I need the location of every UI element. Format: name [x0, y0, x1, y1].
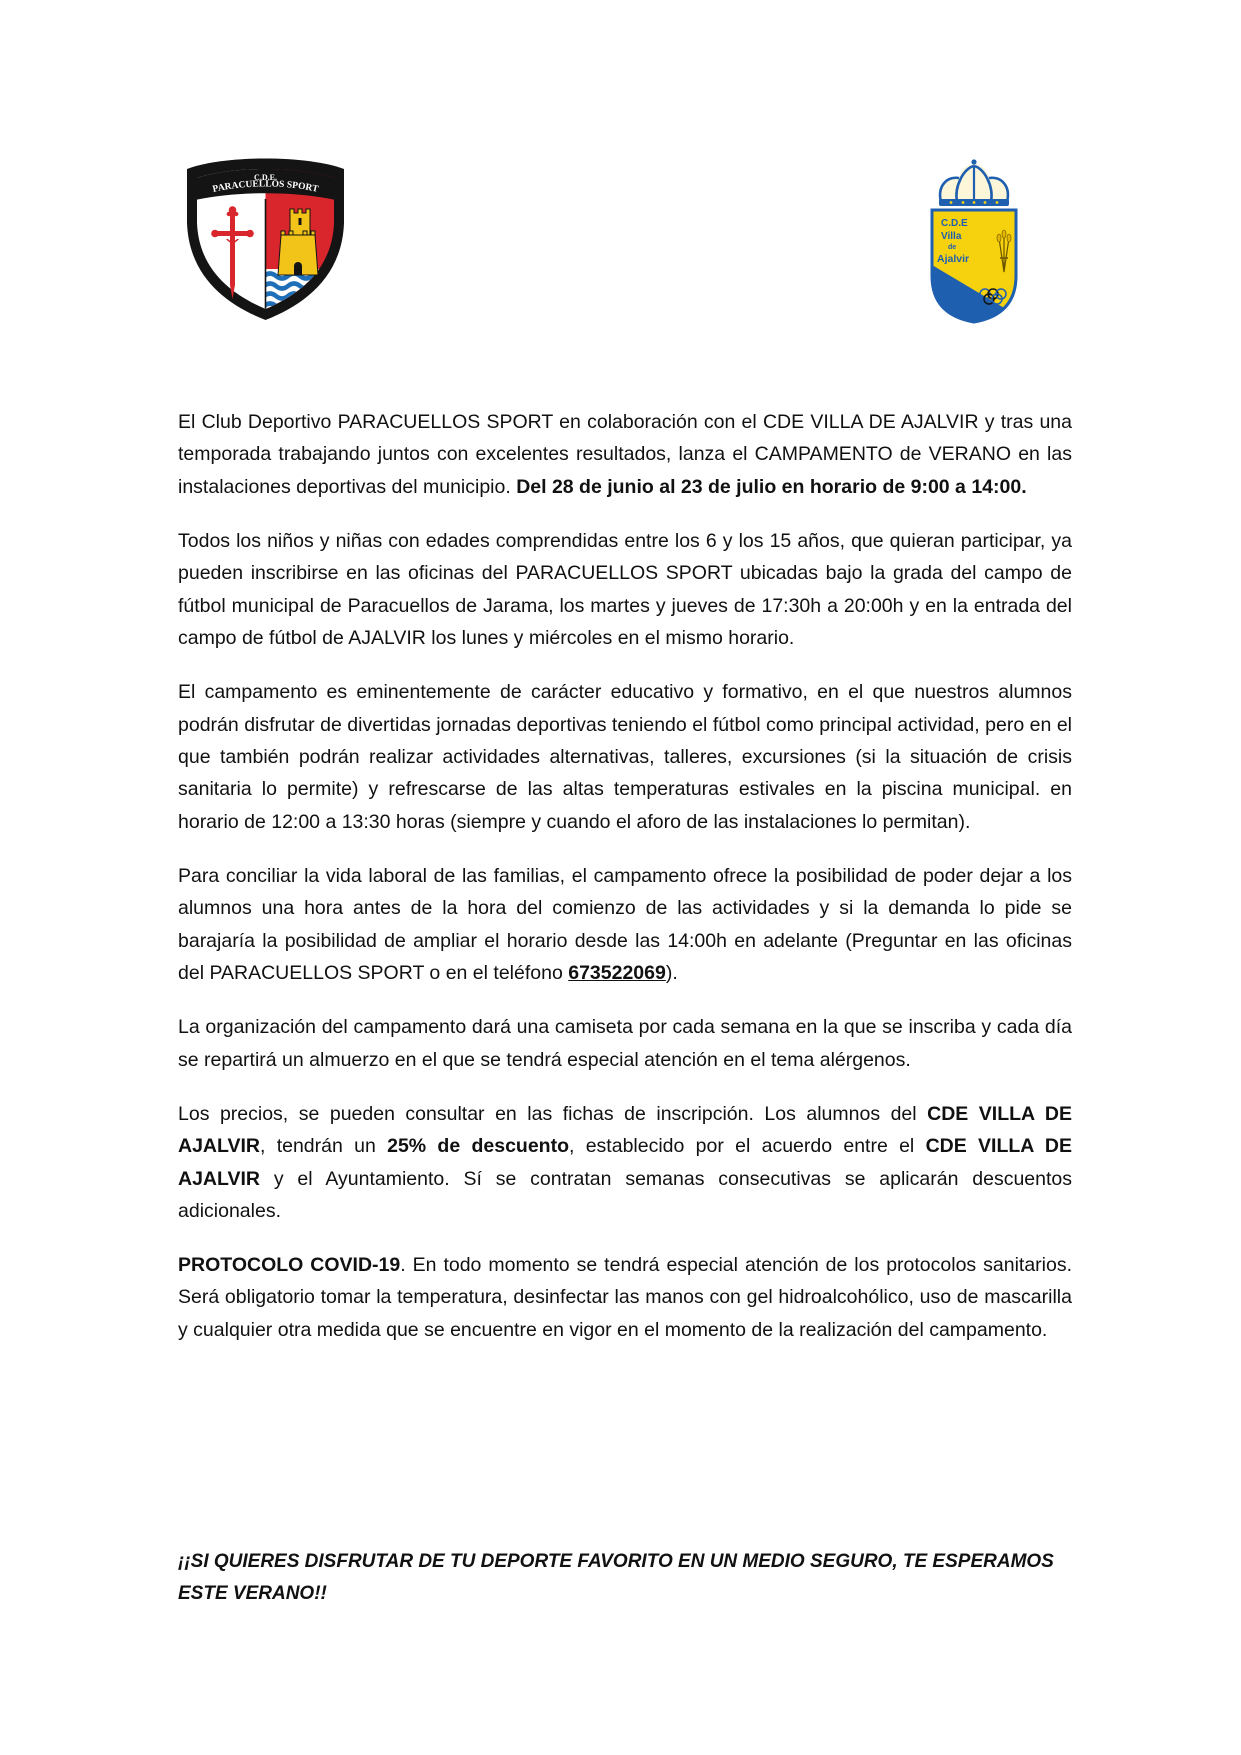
prices-discount: 25% de descuento [387, 1135, 569, 1158]
paragraph-schedule [178, 860, 1072, 990]
prices-text-2: , tendrán un [259, 1135, 388, 1158]
crest-abbreviation: C.D.E [941, 218, 968, 229]
schedule-text: Para conciliar la vida laboral de las familias, el campamento ofrece la posibilidad de poder dejar a los alumnos una hora antes de la hora del comienzo de las actividades y si la demanda lo pide se barajaría la posibilidad de ampliar el horario desde las 14:00h en adelante (Preguntar en las oficinas del PARACUELLOS SPORT o en el teléfono [178, 864, 1072, 985]
prices-text-3: , establecido por el acuerdo entre el [569, 1135, 926, 1158]
crest-word-ajalvir: Ajalvir [937, 253, 970, 265]
paragraph-intro [178, 406, 1072, 503]
crown-icon [939, 159, 1009, 206]
prices-club-2: CDE VILLA DE AJALVIR [178, 1135, 1073, 1190]
paracuellos-sport-logo [184, 153, 347, 321]
crest-word-de: de [948, 244, 957, 251]
paragraph-activities: El campamento es eminentemente de carácter educativo y formativo, en el que nuestros alumnos podrán disfrutar de divertidas jornadas deportivas teniendo el fútbol como principal actividad, pero en el que también podrán realizar actividades alternativas, talleres, excursiones (si la situación de crisis sanitaria lo permite) y refrescarse de las altas temperaturas estivales en la piscina municipal. en horario de 12:00 a 13:30 horas (siempre y cuando el aforo de las instalaciones lo permitan). [178, 681, 1072, 833]
crest-word-villa: Villa [941, 231, 962, 242]
prices-text-1: Los precios, se pueden consultar en las fichas de inscripción. Los alumnos del [178, 1102, 928, 1125]
villa-de-ajalvir-logo [927, 158, 1021, 324]
intro-text: El Club Deportivo PARACUELLOS SPORT en colaboración con el CDE VILLA DE AJALVIR y tras una temporada trabajando juntos con excelentes resultados, lanza el CAMPAMENTO de VERANO en las instalaciones deportivas del municipio. [178, 411, 1072, 498]
prices-text-4: y el Ayuntamiento. Sí se contratan semanas consecutivas se aplicarán descuentos adicionales. [178, 1167, 1072, 1222]
phone-number: 673522069 [568, 962, 666, 985]
intro-dates: Del 28 de junio al 23 de julio en horario de 9:00 a 14:00. [516, 475, 1027, 498]
document-body [178, 406, 1072, 1368]
paragraph-registration: Todos los niños y niñas con edades comprendidas entre los 6 y los 15 años, que quieran participar, ya pueden inscribirse en las oficinas del PARACUELLOS SPORT ubicadas bajo la grada del campo de fútbol municipal de Paracuellos de Jarama, los martes y jueves de 17:30h a 20:00h y en la entrada del campo de fútbol de AJALVIR los lunes y miércoles en el mismo horario. [178, 529, 1072, 650]
logo-club-name-path: PARACUELLOS SPORT [211, 179, 320, 195]
paragraph-prices [178, 1098, 1072, 1228]
paragraph-covid [178, 1249, 1072, 1346]
paragraph-tshirt: La organización del campamento dará una camiseta por cada semana en la que se inscriba y cada día se repartirá un almuerzo en el que se tendrá especial atención en el tema alérgenos. [178, 1016, 1072, 1071]
prices-club-1: CDE VILLA DE AJALVIR [178, 1102, 1072, 1158]
covid-title: PROTOCOLO COVID-19 [178, 1254, 401, 1277]
covid-text: . En todo momento se tendrá especial atención de los protocolos sanitarios. Será obligatorio tomar la temperatura, desinfectar las manos con gel hidroalcohólico, uso de mascarilla y cualquier otra medida que se encuentre en vigor en el momento de la realización del campamento. [178, 1254, 1073, 1341]
shield-divider [265, 199, 267, 319]
closing-slogan: ¡¡SI QUIERES DISFRUTAR DE TU DEPORTE FAVORITO EN UN MEDIO SEGURO, TE ESPERAMOS ESTE VERANO!! [178, 1551, 1054, 1605]
logo-abbreviation: C.D.E. [254, 173, 277, 182]
schedule-after: ). [665, 962, 678, 985]
